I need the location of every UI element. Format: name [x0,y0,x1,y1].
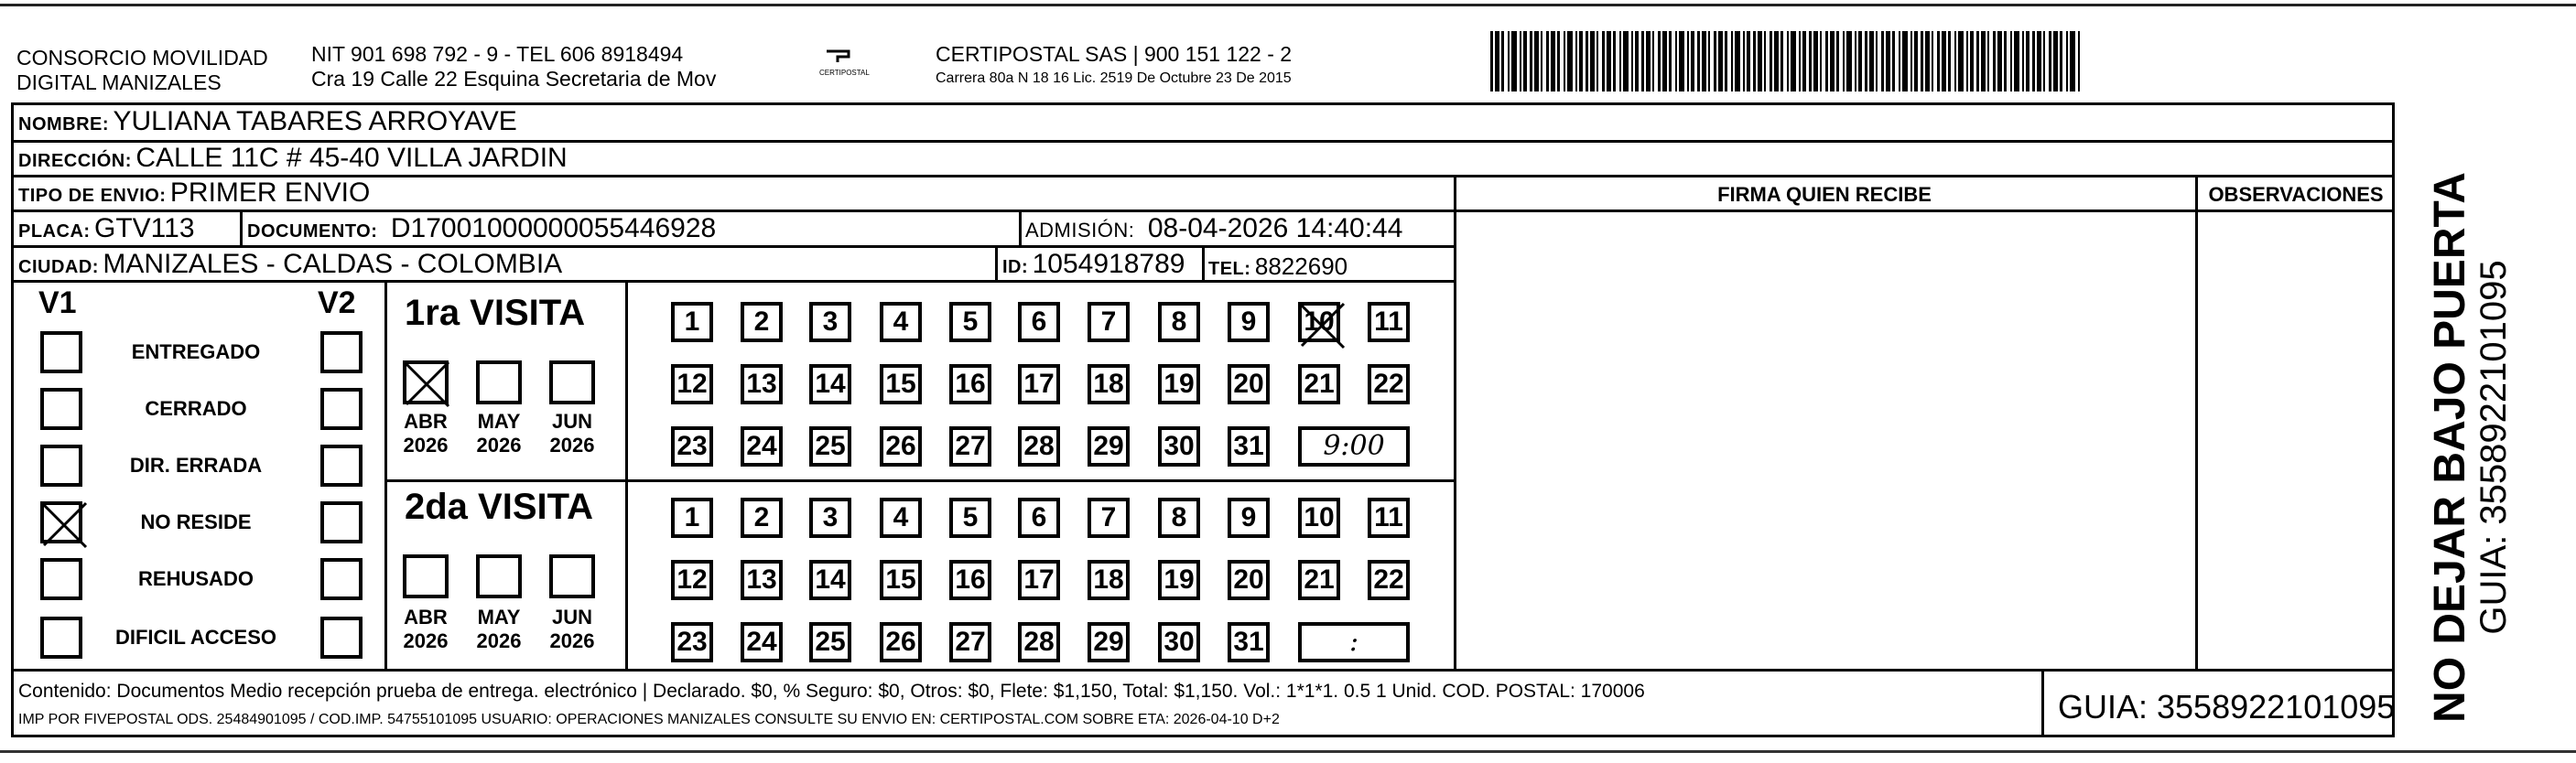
day-box[interactable]: 13 [741,560,783,600]
day-box[interactable]: 29 [1088,622,1130,662]
v1-checkbox[interactable] [40,501,82,543]
shipment-type-row [18,177,370,209]
day-box[interactable]: 16 [949,560,991,600]
print-info: IMP POR FIVEPOSTAL ODS. 25484901095 / COD.IMP. 54755101095 USUARIO: OPERACIONES MANIZALES CONSULTE SU ENVIO EN: CERTIPOSTAL.COM SOBRE ETA: 2026-04-10 D+2 [18,712,1280,727]
observations-header: OBSERVACIONES [2208,183,2384,206]
month-label: JUN 2026 [549,606,595,652]
time-box[interactable]: 9:00 [1298,426,1410,467]
address-label: DIRECCIÓN: [18,151,132,171]
id-value: 1054918789 [1032,249,1185,279]
month-checkbox[interactable] [403,360,449,404]
v2-header: V2 [318,285,356,320]
day-box[interactable]: 13 [741,364,783,404]
month-checkbox[interactable] [549,554,595,598]
courier-logo: CERTIPOSTAL [819,48,856,77]
day-box[interactable]: 6 [1018,498,1060,538]
day-box[interactable]: 3 [809,498,851,538]
month-checkbox[interactable] [403,554,449,598]
day-box[interactable]: 21 [1298,560,1340,600]
day-box[interactable]: 11 [1368,302,1410,342]
visit1-title: 1ra VISITA [405,293,586,333]
barcode [1490,31,2085,91]
scan-edge-top [0,4,2576,6]
city-row [18,249,562,280]
document-row [247,213,716,244]
day-box[interactable]: 14 [809,364,851,404]
day-box[interactable]: 9 [1228,498,1270,538]
month-checkbox[interactable] [476,554,522,598]
day-box[interactable]: 6 [1018,302,1060,342]
day-box[interactable]: 31 [1228,426,1270,467]
month-checkbox[interactable] [476,360,522,404]
day-box[interactable]: 18 [1088,364,1130,404]
day-box[interactable]: 7 [1088,302,1130,342]
day-box[interactable]: 19 [1158,364,1200,404]
side-notice: NO DEJAR BAJO PUERTA [2426,172,2474,723]
id-label: ID: [1002,257,1029,277]
day-box[interactable]: 27 [949,426,991,467]
status-label: CERRADO [145,397,247,420]
tel-label: TEL: [1208,259,1251,279]
tel-row [1208,253,1348,281]
day-box[interactable]: 1 [671,498,713,538]
day-box[interactable]: 14 [809,560,851,600]
day-box[interactable]: 5 [949,302,991,342]
day-box[interactable]: 28 [1018,426,1060,467]
scan-edge-bottom [0,750,2576,753]
day-box[interactable]: 20 [1228,364,1270,404]
recipient-address: CALLE 11C # 45-40 VILLA JARDIN [135,143,568,173]
side-guia: GUIA: 3558922101095 [2473,260,2514,635]
name-row [18,106,517,137]
day-box[interactable]: 15 [880,364,922,404]
day-box[interactable]: 8 [1158,302,1200,342]
day-box[interactable]: 25 [809,426,851,467]
shipment-type: PRIMER ENVIO [169,177,371,208]
day-box[interactable]: 1 [671,302,713,342]
side-panel [2402,102,2530,737]
v2-checkbox[interactable] [320,445,363,487]
status-label: DIR. ERRADA [129,454,263,477]
month-label: ABR 2026 [403,410,449,457]
day-box[interactable]: 27 [949,622,991,662]
v2-checkbox[interactable] [320,558,363,600]
day-box[interactable]: 18 [1088,560,1130,600]
day-box[interactable]: 2 [741,302,783,342]
day-box[interactable]: 15 [880,560,922,600]
recipient-name: YULIANA TABARES ARROYAVE [113,106,517,136]
day-box[interactable]: 10 [1298,302,1340,342]
day-box[interactable]: 28 [1018,622,1060,662]
day-box[interactable]: 11 [1368,498,1410,538]
day-box[interactable]: 10 [1298,498,1340,538]
tel-value: 8822690 [1254,253,1348,280]
day-box[interactable]: 30 [1158,426,1200,467]
v1-checkbox[interactable] [40,617,82,659]
logo-icon [824,48,851,64]
day-box[interactable]: 22 [1368,560,1410,600]
day-box[interactable]: 26 [880,622,922,662]
day-box[interactable]: 17 [1018,560,1060,600]
v1-checkbox[interactable] [40,558,82,600]
shipment-type-label: TIPO DE ENVIO: [18,186,167,206]
day-box[interactable]: 23 [671,622,713,662]
month-label: ABR 2026 [403,606,449,652]
status-label: DIFICIL ACCESO [114,626,276,649]
day-box[interactable]: 8 [1158,498,1200,538]
address-row [18,143,568,174]
footer-guia: GUIA: 3558922101095 [2058,688,2396,725]
day-box[interactable]: 4 [880,302,922,342]
day-box[interactable]: 9 [1228,302,1270,342]
v1-checkbox[interactable] [40,445,82,487]
admission-row [1025,213,1402,244]
plate-row [18,213,195,244]
admission-value: 08-04-2026 14:40:44 [1147,213,1403,243]
company-info: NIT 901 698 792 - 9 - TEL 606 8918494 Cra 19 Calle 22 Esquina Secretaria de Mov [311,42,717,91]
month-label: MAY 2026 [476,410,522,457]
document-label: DOCUMENTO: [247,221,378,242]
v2-checkbox[interactable] [320,388,363,430]
name-label: NOMBRE: [18,114,110,134]
v2-checkbox[interactable] [320,501,363,543]
day-box[interactable]: 7 [1088,498,1130,538]
day-box[interactable]: 3 [809,302,851,342]
v1-checkbox[interactable] [40,331,82,373]
signature-header: FIRMA QUIEN RECIBE [1717,183,1932,206]
day-box[interactable]: 22 [1368,364,1410,404]
day-box[interactable]: 21 [1298,364,1340,404]
v2-checkbox[interactable] [320,617,363,659]
id-row [1002,249,1185,280]
day-box[interactable]: 31 [1228,622,1270,662]
admission-label: ADMISIÓN: [1025,219,1135,242]
day-box[interactable]: 26 [880,426,922,467]
company-name: CONSORCIO MOVILIDAD DIGITAL MANIZALES [16,46,268,94]
plate-value: GTV113 [94,213,195,243]
day-box[interactable]: 19 [1158,560,1200,600]
day-box[interactable]: 23 [671,426,713,467]
time-box[interactable]: : [1298,622,1410,662]
day-box[interactable]: 30 [1158,622,1200,662]
content-details: Contenido: Documentos Medio recepción prueba de entrega. electrónico | Declarado. $0, % Seguro: $0, Otros: $0, Flete: $1,150, Total: $1,150. Vol.: 1*1*1. 0.5 1 Unid. COD. POSTAL: 170006 [18,681,1645,702]
day-box[interactable]: 5 [949,498,991,538]
day-box[interactable]: 20 [1228,560,1270,600]
city-label: CIUDAD: [18,257,99,277]
month-checkbox[interactable] [549,360,595,404]
day-box[interactable]: 2 [741,498,783,538]
day-box[interactable]: 25 [809,622,851,662]
v1-header: V1 [38,285,77,320]
day-box[interactable]: 16 [949,364,991,404]
day-box[interactable]: 17 [1018,364,1060,404]
v2-checkbox[interactable] [320,331,363,373]
day-box[interactable]: 24 [741,622,783,662]
day-box[interactable]: 29 [1088,426,1130,467]
v1-checkbox[interactable] [40,388,82,430]
month-label: JUN 2026 [549,410,595,457]
courier-info: CERTIPOSTAL SAS | 900 151 122 - 2 Carrera 80a N 18 16 Lic. 2519 De Octubre 23 De 2015 [936,42,1293,86]
city-value: MANIZALES - CALDAS - COLOMBIA [103,249,563,279]
day-box[interactable]: 4 [880,498,922,538]
day-box[interactable]: 12 [671,364,713,404]
day-box[interactable]: 24 [741,426,783,467]
month-label: MAY 2026 [476,606,522,652]
visit2-title: 2da VISITA [405,487,593,527]
status-label: REHUSADO [138,567,254,590]
day-box[interactable]: 12 [671,560,713,600]
status-label: ENTREGADO [131,340,261,363]
plate-label: PLACA: [18,221,91,242]
document-value: D17001000000055446928 [390,213,717,243]
status-label: NO RESIDE [140,510,252,533]
